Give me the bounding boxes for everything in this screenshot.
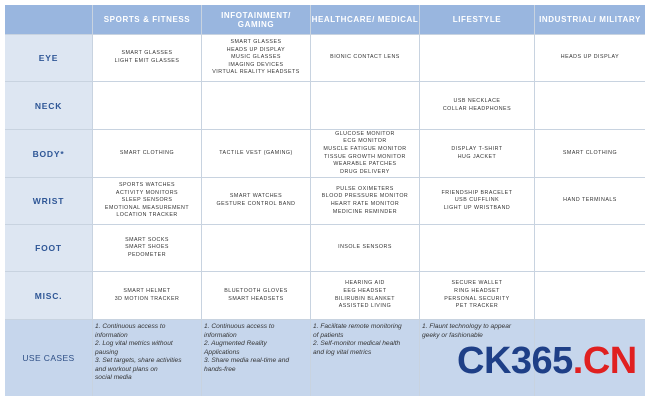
table-cell (535, 225, 645, 271)
table-cell: BIONIC CONTACT LENS (311, 35, 419, 81)
use-cases-label: USE CASES (5, 320, 92, 396)
table-cell (420, 225, 534, 271)
table-cell (535, 82, 645, 129)
table-cell: SMART GLASSES HEADS UP DISPLAY MUSIC GLASSES IMAGING DEVICES VIRTUAL REALITY HEADSETS (202, 35, 310, 81)
logo-text-ck365: CK365 (457, 339, 573, 382)
row-label: NECK (5, 82, 92, 129)
row-label: BODY* (5, 130, 92, 177)
table-cell: FRIENDSHIP BRACELET USB CUFFLINK LIGHT UP WRISTBAND (420, 178, 534, 224)
table-cell (311, 82, 419, 129)
table-cell (202, 225, 310, 271)
table-cell: SECURE WALLET RING HEADSET PERSONAL SECURITY PET TRACKER (420, 272, 534, 319)
table-cell: SMART GLASSES LIGHT EMIT GLASSES (93, 35, 201, 81)
table-cell: SMART WATCHES GESTURE CONTROL BAND (202, 178, 310, 224)
table-cell: HEARING AID EEG HEADSET BILIRUBIN BLANKET ASSISTED LIVING (311, 272, 419, 319)
table-cell: DISPLAY T-SHIRT HUG JACKET (420, 130, 534, 177)
table-cell: SMART HELMET 3D MOTION TRACKER (93, 272, 201, 319)
row-label: MISC. (5, 272, 92, 319)
table-cell (420, 35, 534, 81)
table-cell: PULSE OXIMETERS BLOOD PRESSURE MONITOR HEART RATE MONITOR MEDICINE REMINDER (311, 178, 419, 224)
table-cell: GLUCOSE MONITOR ECG MONITOR MUSCLE FATIGUE MONITOR TISSUE GROWTH MONITOR WEARABLE PATCHES DRUG DELIVERY (311, 130, 419, 177)
use-case-cell: 1. Continuous access to information 2. Augmented Reality Applications 3. Share media real-time and hands-free (202, 320, 310, 396)
row-label: FOOT (5, 225, 92, 271)
column-header: LIFESTYLE (420, 5, 534, 34)
use-case-cell: 1. Flaunt technology to appear geeky or fashionable (420, 320, 534, 396)
column-header: INDUSTRIAL/ MILITARY (535, 5, 645, 34)
row-label: WRIST (5, 178, 92, 224)
table-cell: BLUETOOTH GLOVES SMART HEADSETS (202, 272, 310, 319)
table-cell: HAND TERMINALS (535, 178, 645, 224)
table-cell: TACTILE VEST (GAMING) (202, 130, 310, 177)
logo-dot: . (572, 339, 583, 382)
table-cell: USB NECKLACE COLLAR HEADPHONES (420, 82, 534, 129)
use-case-cell: 1. Facilitate remote monitoring of patients 2. Self-monitor medical health and log vital metrics (311, 320, 419, 396)
table-cell: INSOLE SENSORS (311, 225, 419, 271)
table-cell: SPORTS WATCHES ACTIVITY MONITORS SLEEP SENSORS EMOTIONAL MEASUREMENT LOCATION TRACKER (93, 178, 201, 224)
ck365-watermark-logo (457, 337, 642, 385)
use-case-cell: 1. Continuous access to information 2. Log vital metrics without pausing 3. Set targets, share activities and workout plans on social media (93, 320, 201, 396)
header-corner (5, 5, 92, 34)
table-cell: SMART SOCKS SMART SHOES PEDOMETER (93, 225, 201, 271)
table-cell: SMART CLOTHING (93, 130, 201, 177)
table-cell (202, 82, 310, 129)
column-header: SPORTS & FITNESS (93, 5, 201, 34)
table-cell: SMART CLOTHING (535, 130, 645, 177)
row-label: EYE (5, 35, 92, 81)
column-header: INFOTAINMENT/ GAMING (202, 5, 310, 34)
table-cell: HEADS UP DISPLAY (535, 35, 645, 81)
logo-text-cn: CN (582, 339, 637, 382)
table-cell (93, 82, 201, 129)
table-cell (535, 272, 645, 319)
column-header: HEALTHCARE/ MEDICAL (311, 5, 419, 34)
